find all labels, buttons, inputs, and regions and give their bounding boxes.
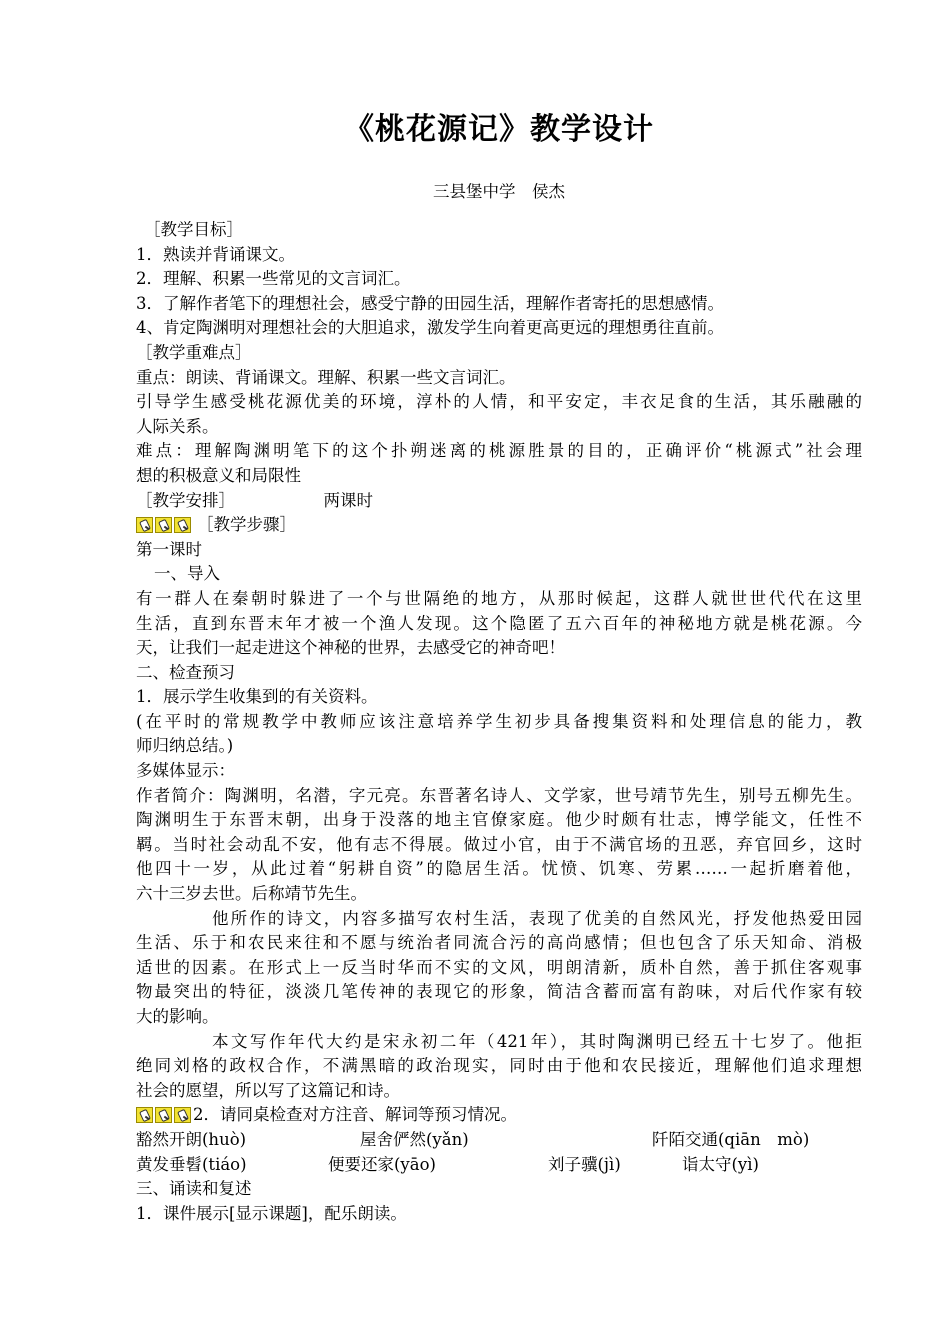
vocab-term: 豁然开朗(huò) [136, 1129, 247, 1149]
date-line: 绝同刘格的政权合作，不满黑暗的政治现实，同时由于他和农民接近，理解他们追求理想 [136, 1056, 862, 1076]
check-item-line [136, 1103, 862, 1128]
steps-heading-line [136, 513, 862, 538]
author-line: 三县堡中学 侯杰 [433, 182, 565, 201]
vocab-term: 屋舍俨然(yǎn) [360, 1129, 469, 1149]
vocab-row [136, 1128, 862, 1153]
paragraph-line: 生活，直到东晋末年才被一个渔人发现。这个隐匿了五六百年的神秘地方就是桃花源。今 [136, 613, 862, 633]
steps-heading: ［教学步骤］ [197, 515, 296, 535]
goal-item: 1．熟读并背诵课文。 [136, 244, 295, 264]
vocab-term: 黄发垂髫(tiáo) [136, 1154, 247, 1174]
focus-line: 重点：朗读、背诵课文。理解、积累一些文言词汇。 [136, 367, 516, 387]
section-heading: 三、诵读和复述 [136, 1179, 252, 1199]
section-heading: 二、检查预习 [136, 662, 235, 682]
works-line: 物最突出的特征，淡淡几笔传神的表现它的形象，简洁含蓄而富有韵味，对后代作家有较 [136, 982, 862, 1002]
arrangement-value: 两课时 [323, 490, 373, 510]
arrangement-label: ［教学安排］ [136, 490, 235, 510]
pencil-note-icon [136, 516, 193, 533]
paragraph-line: 有一群人在秦朝时躲进了一个与世隔绝的地方，从那时候起，这群人就世世代代在这里 [136, 588, 862, 608]
preview-note-line: 师归纳总结。) [136, 736, 234, 756]
goal-item: 3．了解作者笔下的理想社会，感受宁静的田园生活，理解作者寄托的思想感情。 [136, 293, 724, 313]
lesson-heading: 第一课时 [136, 539, 202, 559]
difficulty-heading: ［教学重难点］ [136, 342, 252, 362]
preview-item: 1．展示学生收集到的有关资料。 [136, 687, 378, 707]
date-line: 本文写作年代大约是宋永初二年（421年），其时陶渊明已经五十七岁了。他拒 [212, 1031, 862, 1051]
recite-item: 1．课件展示[显示课题]，配乐朗读。 [136, 1203, 407, 1223]
goal-item: 4、肯定陶渊明对理想社会的大胆追求，激发学生向着更高更远的理想勇往直前。 [136, 318, 724, 338]
vocab-row [136, 1153, 862, 1178]
vocab-term: 阡陌交通(qiān mò) [652, 1129, 810, 1149]
guide-line: 人际关系。 [136, 416, 219, 436]
bio-line: 他四十一岁，从此过着“躬耕自资”的隐居生活。忧愤、饥寒、劳累……一起折磨着他， [136, 859, 862, 879]
pencil-note-icon [136, 1106, 193, 1123]
vocab-term: 便要还家(yāo) [328, 1154, 436, 1174]
arrangement-line [136, 489, 862, 514]
vocab-term: 刘子骥(jì) [548, 1154, 621, 1174]
check-item: 2．请同桌检查对方注音、解词等预习情况。 [193, 1105, 517, 1125]
paragraph-line: 天，让我们一起走进这个神秘的世界，去感受它的神奇吧！ [136, 638, 565, 658]
hard-point-line: 难点：理解陶渊明笔下的这个扑朔迷离的桃源胜景的目的，正确评价“桃源式”社会理 [136, 441, 862, 461]
works-line: 适世的因素。在形式上一反当时华而不实的文风，明朗清新，质朴自然，善于抓住客观事 [136, 957, 862, 977]
works-line: 他所作的诗文，内容多描写农村生活，表现了优美的自然风光，抒发他热爱田园 [212, 908, 862, 928]
bio-line: 作者简介：陶渊明，名潜，字元亮。东晋著名诗人、文学家，世号靖节先生，别号五柳先生。 [136, 785, 862, 805]
document-body [136, 218, 862, 1226]
works-line: 大的影响。 [136, 1007, 219, 1026]
goals-heading: ［教学目标］ [144, 220, 243, 239]
works-line: 生活、乐于和农民来往和不愿与统治者同流合污的高尚感情；但也包含了乐天知命、消极 [136, 933, 862, 953]
vocab-term: 诣太守(yì) [682, 1154, 759, 1174]
document-title: 《桃花源记》教学设计 [344, 112, 654, 147]
goal-item: 2．理解、积累一些常见的文言词汇。 [136, 269, 411, 289]
hard-point-line: 想的积极意义和局限性 [136, 465, 301, 485]
bio-line: 六十三岁去世。后称靖节先生。 [136, 884, 367, 904]
preview-note-line: (在平时的常规教学中教师应该注意培养学生初步具备搜集资料和处理信息的能力，教 [136, 711, 862, 731]
bio-line: 陶渊明生于东晋末朝，出身于没落的地主官僚家庭。他少时颇有壮志，博学能文，任性不 [136, 810, 862, 830]
date-line: 社会的愿望，所以写了这篇记和诗。 [136, 1080, 400, 1100]
media-label: 多媒体显示： [136, 761, 235, 781]
bio-line: 羁。当时社会动乱不安，他有志不得展。做过小官，由于不满官场的丑恶，弃官回乡，这时 [136, 834, 862, 854]
guide-line: 引导学生感受桃花源优美的环境，淳朴的人情，和平安定，丰衣足食的生活，其乐融融的 [136, 392, 862, 412]
section-heading: 一、导入 [154, 564, 220, 584]
